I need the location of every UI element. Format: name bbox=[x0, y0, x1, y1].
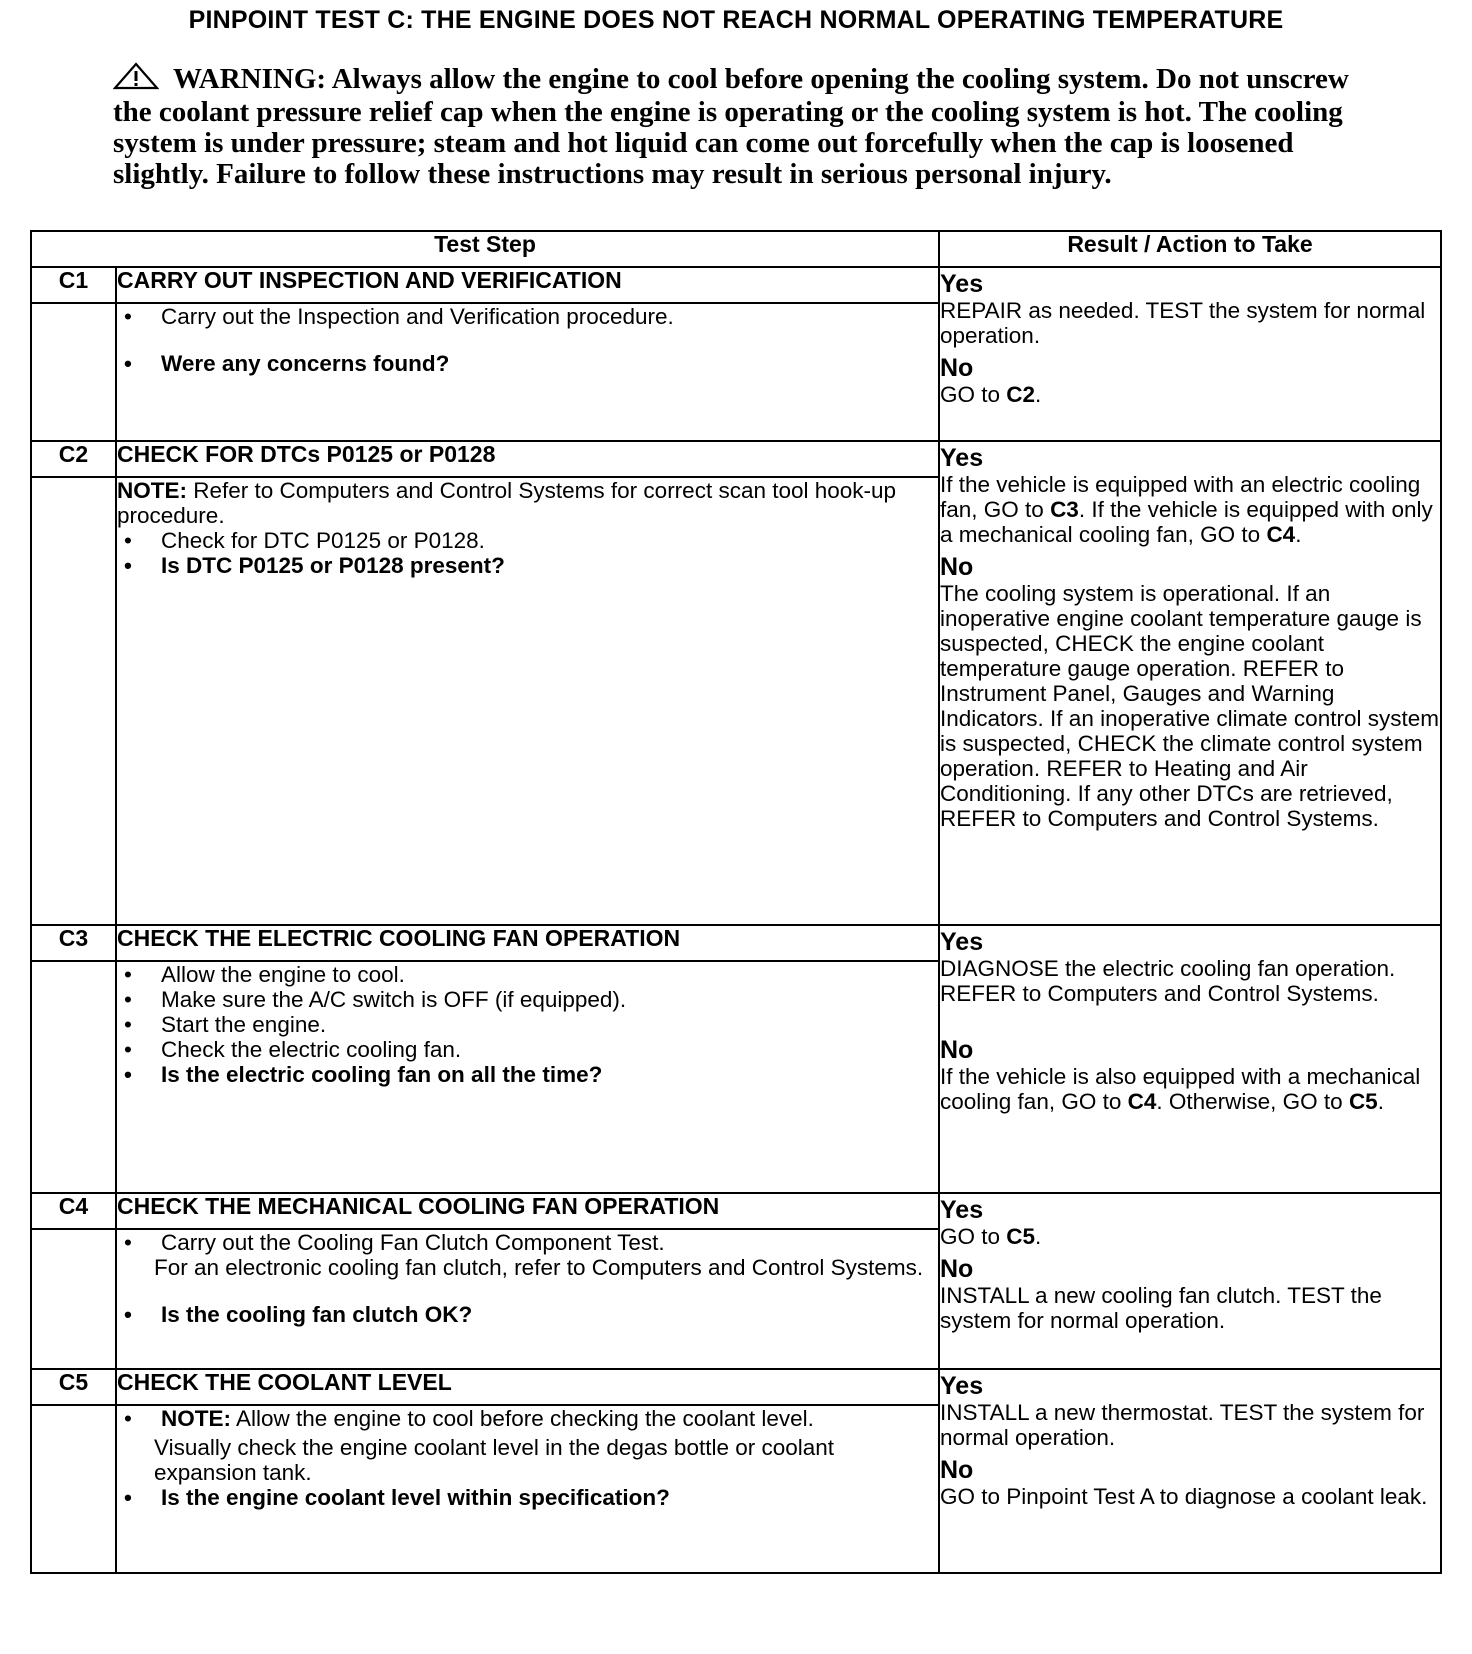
step-result bbox=[939, 925, 1441, 1193]
no-label: No bbox=[940, 553, 974, 581]
step-id: C4 bbox=[31, 1193, 116, 1229]
bullet: Carry out the Inspection and Verification procedure. bbox=[161, 304, 674, 329]
id-spacer bbox=[31, 477, 116, 925]
bullet-detail: Visually check the engine coolant level in the degas bottle or coolant expansion tank. bbox=[154, 1435, 835, 1485]
step-result bbox=[939, 1193, 1441, 1369]
step-id: C5 bbox=[31, 1369, 116, 1405]
yes-label: Yes bbox=[940, 1196, 984, 1224]
yes-label: Yes bbox=[940, 928, 984, 956]
no-text: GO to C2. bbox=[940, 382, 1042, 407]
bullet: Make sure the A/C switch is OFF (if equipped). bbox=[161, 987, 627, 1012]
no-label: No bbox=[940, 1255, 974, 1283]
step-body: • Carry out the Cooling Fan Clutch Component Test. For an electronic cooling fan clutch, refer to Computers and Control Systems. • Is the cooling fan clutch OK? bbox=[116, 1229, 939, 1369]
warning-text: WARNING: Always allow the engine to cool before opening the cooling system. Do not unscrew the coolant pressure relief cap when the engine is operating or the cooling system is hot. The cooling system is under pressure; steam and hot liquid can come out forcefully when the cap is loosened slightly. Failure to follow these instructions may result in serious personal injury. bbox=[113, 63, 1349, 190]
header-test-step: Test Step bbox=[31, 231, 939, 267]
warning-triangle-icon bbox=[113, 62, 159, 97]
step-body: • Allow the engine to cool. • Make sure the A/C switch is OFF (if equipped). • Start the engine. • Check the electric cooling fan. • Is the electric cooling fan on all the time? bbox=[116, 961, 939, 1193]
question: Is DTC P0125 or P0128 present? bbox=[161, 553, 505, 578]
yes-text: INSTALL a new thermostat. TEST the system for normal operation. bbox=[940, 1400, 1425, 1450]
question: Were any concerns found? bbox=[161, 351, 450, 376]
step-id: C2 bbox=[31, 441, 116, 477]
step-id: C3 bbox=[31, 925, 116, 961]
yes-label: Yes bbox=[940, 444, 984, 472]
yes-label: Yes bbox=[940, 270, 984, 298]
step-title: CHECK THE COOLANT LEVEL bbox=[116, 1369, 939, 1405]
step-result bbox=[939, 267, 1441, 441]
warning-block bbox=[113, 62, 1353, 190]
no-text: GO to Pinpoint Test A to diagnose a coolant leak. bbox=[940, 1484, 1428, 1509]
question: Is the cooling fan clutch OK? bbox=[161, 1302, 473, 1327]
id-spacer bbox=[31, 961, 116, 1193]
yes-text: REPAIR as needed. TEST the system for normal operation. bbox=[940, 298, 1426, 348]
bullet-detail: For an electronic cooling fan clutch, refer to Computers and Control Systems. bbox=[154, 1255, 924, 1280]
bullet: Check the electric cooling fan. bbox=[161, 1037, 462, 1062]
note: NOTE: Allow the engine to cool before checking the coolant level. bbox=[161, 1406, 814, 1431]
id-spacer bbox=[31, 1405, 116, 1573]
question: Is the engine coolant level within specification? bbox=[161, 1485, 670, 1510]
header-result: Result / Action to Take bbox=[939, 231, 1441, 267]
yes-label: Yes bbox=[940, 1372, 984, 1400]
no-label: No bbox=[940, 1456, 974, 1484]
step-title: CARRY OUT INSPECTION AND VERIFICATION bbox=[116, 267, 939, 303]
step-body: • Carry out the Inspection and Verification procedure. • Were any concerns found? bbox=[116, 303, 939, 441]
yes-text: If the vehicle is equipped with an electric cooling fan, GO to C3. If the vehicle is equipped with only a mechanical cooling fan, GO to C4. bbox=[940, 472, 1433, 547]
step-body: • NOTE: Allow the engine to cool before checking the coolant level. Visually check the engine coolant level in the degas bottle or coolant expansion tank. • Is the engine coolant level within specification? bbox=[116, 1405, 939, 1573]
step-title: CHECK FOR DTCs P0125 or P0128 bbox=[116, 441, 939, 477]
yes-text: DIAGNOSE the electric cooling fan operation. REFER to Computers and Control Systems. bbox=[940, 956, 1396, 1006]
step-title: CHECK THE MECHANICAL COOLING FAN OPERATION bbox=[116, 1193, 939, 1229]
no-label: No bbox=[940, 354, 974, 382]
question: Is the electric cooling fan on all the time? bbox=[161, 1062, 603, 1087]
step-title: CHECK THE ELECTRIC COOLING FAN OPERATION bbox=[116, 925, 939, 961]
pinpoint-test-table bbox=[30, 230, 1442, 1574]
bullet: Start the engine. bbox=[161, 1012, 327, 1037]
no-text: If the vehicle is also equipped with a mechanical cooling fan, GO to C4. Otherwise, GO to C5. bbox=[940, 1064, 1421, 1114]
step-result bbox=[939, 1369, 1441, 1573]
no-text: INSTALL a new cooling fan clutch. TEST the system for normal operation. bbox=[940, 1283, 1382, 1333]
page-title: PINPOINT TEST C: THE ENGINE DOES NOT REACH NORMAL OPERATING TEMPERATURE bbox=[188, 6, 1284, 34]
note: NOTE: Refer to Computers and Control Systems for correct scan tool hook-up procedure. bbox=[117, 478, 897, 528]
bullet: Check for DTC P0125 or P0128. bbox=[161, 528, 485, 553]
no-text: The cooling system is operational. If an inoperative engine coolant temperature gauge is suspected, CHECK the engine coolant temperature gauge operation. REFER to Instrument Panel, Gauges and Warning Indicators. If an inoperative climate control system is suspected, CHECK the climate control system operation. REFER to Heating and Air Conditioning. If any other DTCs are retrieved, REFER to Computers and Control Systems. bbox=[940, 581, 1439, 831]
id-spacer bbox=[31, 303, 116, 441]
step-result bbox=[939, 441, 1441, 925]
bullet: Carry out the Cooling Fan Clutch Component Test. bbox=[161, 1230, 665, 1255]
id-spacer bbox=[31, 1229, 116, 1369]
step-id: C1 bbox=[31, 267, 116, 303]
step-body: NOTE: Refer to Computers and Control Systems for correct scan tool hook-up procedure. • Check for DTC P0125 or P0128. • Is DTC P0125 or P0128 present? bbox=[116, 477, 939, 925]
yes-text: GO to C5. bbox=[940, 1224, 1042, 1249]
no-label: No bbox=[940, 1036, 974, 1064]
bullet: Allow the engine to cool. bbox=[161, 962, 405, 987]
